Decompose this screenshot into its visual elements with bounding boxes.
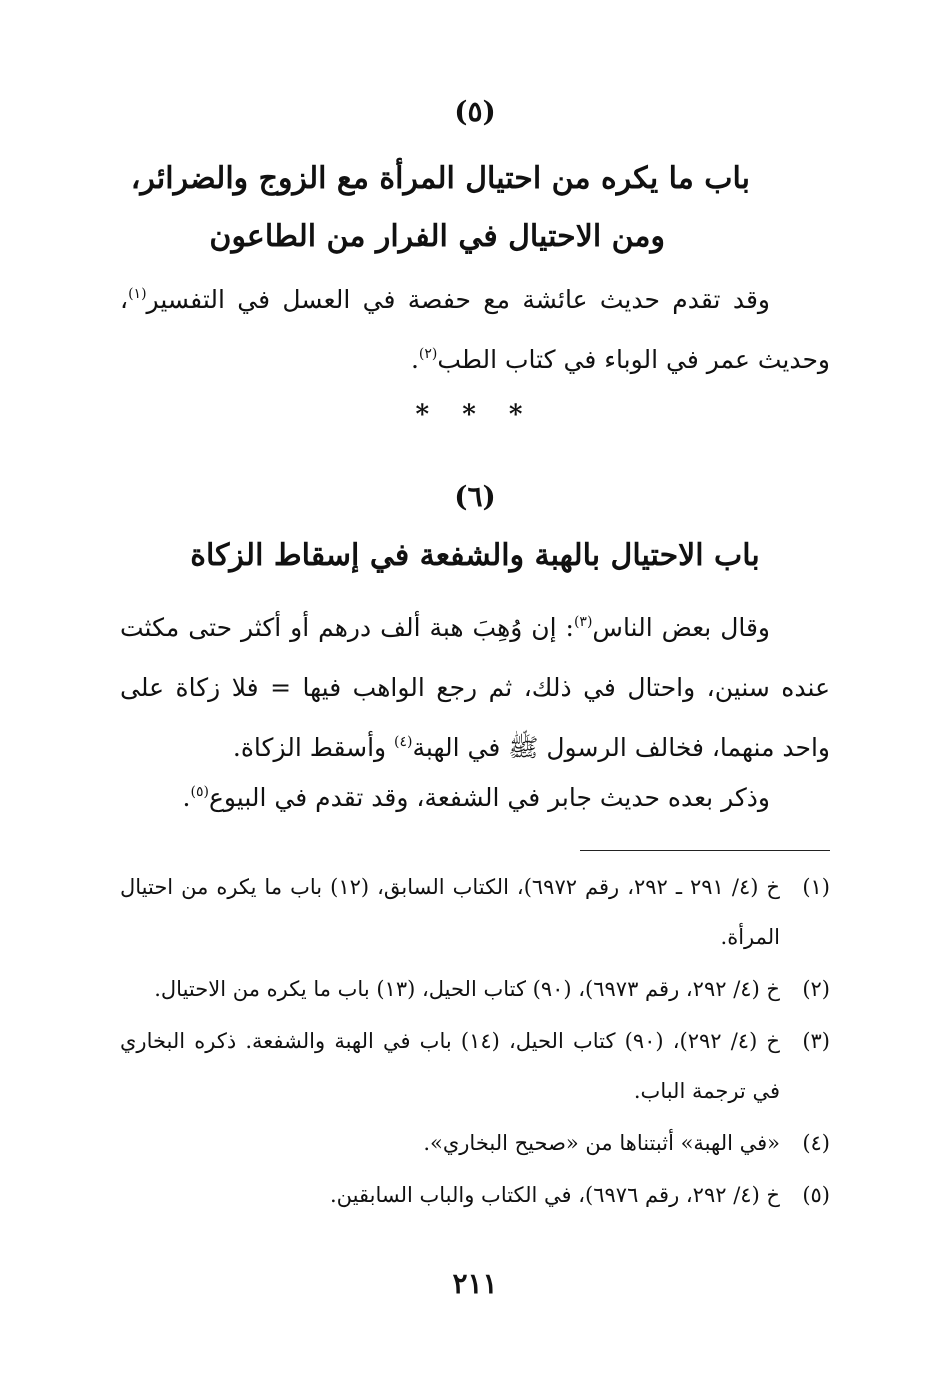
footnote-number: (٣) [802, 1029, 830, 1053]
section-5-paragraph [120, 270, 830, 390]
section-5-title-line-2: ومن الاحتيال في الفرار من الطاعون [209, 219, 665, 254]
footnote-number: (٥) [802, 1183, 830, 1207]
section-6-text-c: وأسقط الزكاة. [232, 733, 395, 762]
section-6-text-e: . [182, 783, 191, 812]
page-number: ٢١١ [452, 1267, 498, 1300]
footnote-ref-3: (٣) [573, 614, 593, 630]
footnote-text: خ (٤/ ٢٩١ ـ ٢٩٢، رقم ٦٩٧٢)، الكتاب السابق، (١٢) باب ما يكره من احتيال المرأة. [120, 875, 780, 949]
footnote-number: (٢) [802, 977, 830, 1001]
section-6-paragraph-2 [120, 768, 830, 828]
footnote-number: (٤) [802, 1131, 830, 1155]
footnote-ref-5: (٥) [190, 784, 209, 800]
section-5-text-b: ، وحديث عمر في الوباء في كتاب الطب [120, 285, 830, 374]
section-6-text-a: وقال بعض الناس [592, 613, 770, 642]
section-5-text-a: وقد تقدم حديث عائشة مع حفصة في العسل في التفسير [146, 285, 770, 314]
footnote-text: خ (٤/ ٢٩٢)، (٩٠) كتاب الحيل، (١٤) باب في الهبة والشفعة. ذكره البخاري في ترجمة الباب. [120, 1029, 780, 1103]
footnotes [120, 862, 830, 1222]
section-6-text-d: وذكر بعده حديث جابر في الشفعة، وقد تقدم في البيوع [208, 783, 770, 812]
footnote-1 [120, 862, 830, 962]
section-5-text-c: . [410, 345, 419, 374]
footnote-5 [120, 1170, 830, 1220]
footnote-text: خ (٤/ ٢٩٢، رقم ٦٩٧٦)، في الكتاب والباب السابقين. [329, 1183, 780, 1207]
section-6-title: باب الاحتيال بالهبة والشفعة في إسقاط الزكاة [190, 538, 760, 573]
footnote-ref-2: (٢) [418, 346, 438, 362]
section-5-number: (٥) [454, 95, 496, 128]
footnote-ref-1: (١) [128, 286, 147, 302]
footnote-2 [120, 964, 830, 1014]
section-5-title-line-1: باب ما يكره من احتيال المرأة مع الزوج والضرائر، [130, 161, 750, 196]
footnote-divider [580, 850, 830, 851]
section-separator: * * * [415, 400, 535, 430]
section-6-paragraph-1 [120, 598, 830, 778]
section-6-text-b: : إن وُهِبَ هبة ألف درهم أو أكثر حتى مكثت عنده سنين، واحتال في ذلك، ثم رجع الواهب فيها = فلا زكاة على واحد منهما، فخالف الرسول ﷺ في الهبة [120, 613, 830, 762]
footnote-3 [120, 1016, 830, 1116]
footnote-number: (١) [802, 875, 830, 899]
footnote-text: «في الهبة» أثبتناها من «صحيح البخاري». [423, 1131, 780, 1155]
section-6-number: (٦) [454, 480, 496, 513]
footnote-4 [120, 1118, 830, 1168]
footnote-ref-4: (٤) [394, 734, 413, 750]
footnote-text: خ (٤/ ٢٩٢، رقم ٦٩٧٣)، (٩٠) كتاب الحيل، (١٣) باب ما يكره من الاحتيال. [154, 977, 780, 1001]
